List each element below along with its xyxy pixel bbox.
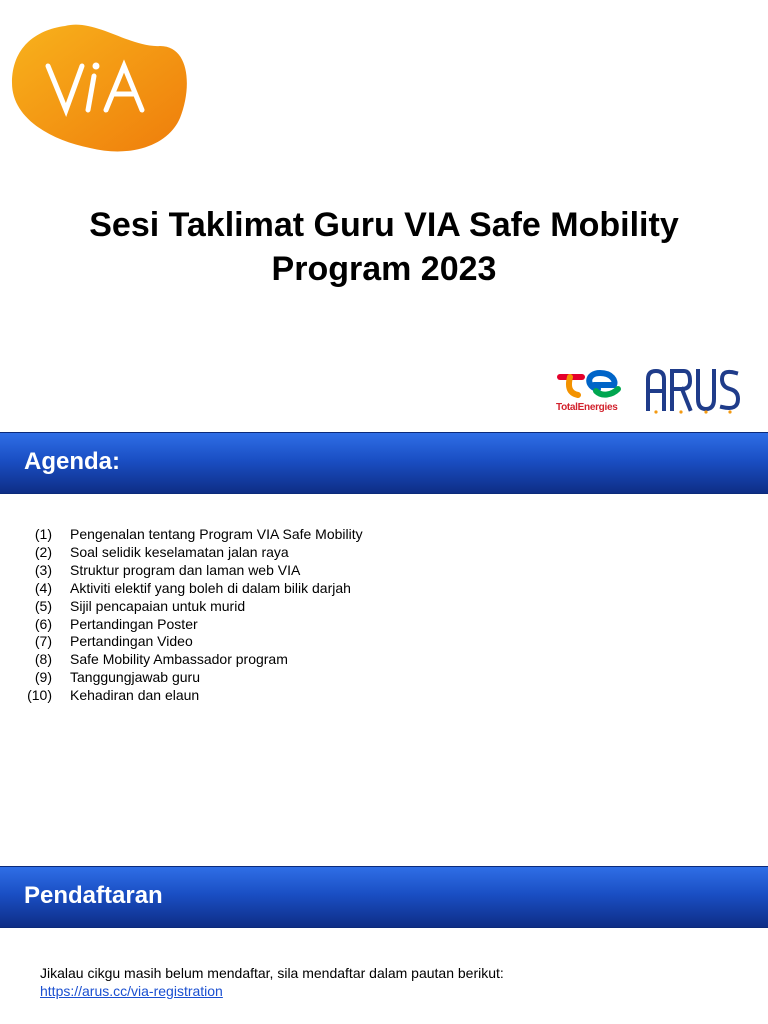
agenda-list	[20, 526, 363, 705]
title-line-1: Sesi Taklimat Guru VIA Safe Mobility	[89, 206, 679, 244]
list-item	[20, 687, 363, 705]
list-item	[20, 669, 363, 687]
list-item-text: Soal selidik keselamatan jalan raya	[70, 543, 289, 560]
list-item	[20, 633, 363, 651]
list-item-text: Pengenalan tentang Program VIA Safe Mobility	[70, 526, 363, 542]
list-item-text: Struktur program dan laman web VIA	[70, 561, 301, 578]
list-item	[20, 580, 363, 598]
list-item-text: Sijil pencapaian untuk murid	[70, 597, 246, 614]
title-line-2: Program 2023	[271, 250, 497, 288]
totalenergies-wordmark: TotalEnergies	[556, 402, 618, 413]
list-item-text: Safe Mobility Ambassador program	[70, 651, 288, 668]
registration-link[interactable]: https://arus.cc/via-registration	[40, 983, 223, 999]
page-title	[0, 203, 768, 291]
arus-logo	[644, 365, 744, 415]
list-item	[20, 616, 363, 634]
agenda-heading: Agenda:	[24, 448, 120, 475]
list-item-number: (2)	[34, 543, 52, 560]
list-item	[20, 526, 363, 544]
agenda-header-bar	[0, 432, 768, 494]
list-item-number: (7)	[34, 633, 52, 650]
list-item-text: Aktiviti elektif yang boleh di dalam bilik darjah	[70, 579, 351, 596]
list-item-text: Pertandingan Video	[70, 633, 193, 650]
list-item-text: Kehadiran dan elaun	[70, 687, 200, 704]
list-item-number: (6)	[34, 615, 52, 632]
list-item-number: (4)	[34, 579, 52, 596]
registration-heading: Pendaftaran	[24, 882, 163, 909]
list-item-number: (3)	[34, 561, 52, 578]
list-item	[20, 651, 363, 669]
list-item-text: Tanggungjawab guru	[70, 669, 200, 686]
list-item	[20, 544, 363, 562]
partner-logos	[548, 345, 768, 425]
via-logo	[10, 18, 190, 156]
registration-text: Jikalau cikgu masih belum mendaftar, sila mendaftar dalam pautan berikut:	[40, 965, 504, 981]
list-item	[20, 598, 363, 616]
list-item-number: (9)	[34, 669, 52, 686]
list-item-number: (5)	[34, 597, 52, 614]
list-item	[20, 562, 363, 580]
registration-header-bar	[0, 866, 768, 928]
list-item-number: (1)	[34, 526, 52, 542]
list-item-number: (10)	[27, 687, 52, 704]
list-item-number: (8)	[34, 651, 52, 668]
list-item-text: Pertandingan Poster	[70, 615, 198, 632]
